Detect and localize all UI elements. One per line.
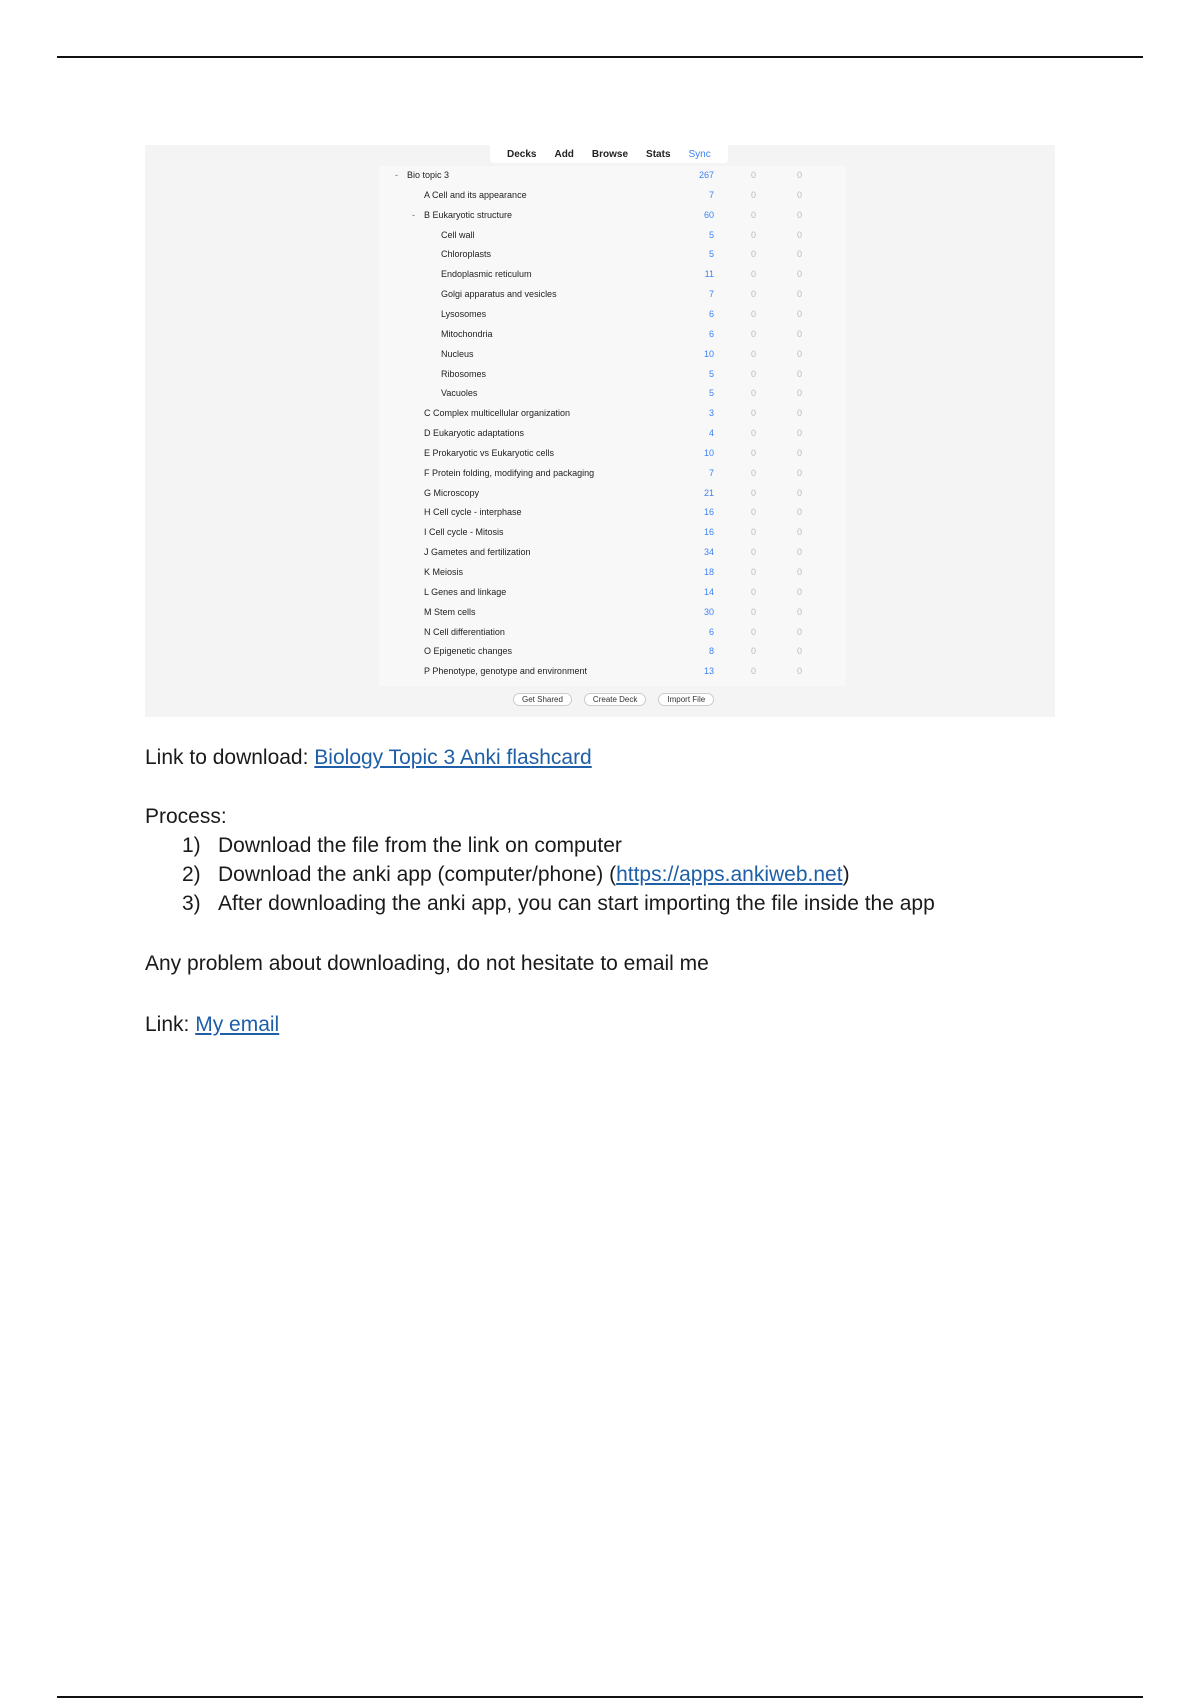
deck-row[interactable] xyxy=(379,305,846,325)
deck-due-count: 0 xyxy=(797,646,803,657)
deck-new-count: 5 xyxy=(708,368,714,379)
deck-due-count: 0 xyxy=(797,467,803,478)
deck-name: N Cell differentiation xyxy=(424,626,505,637)
deck-name: H Cell cycle - interphase xyxy=(424,507,522,518)
step-text-after: ) xyxy=(842,863,850,886)
deck-row[interactable] xyxy=(379,325,846,345)
step-number: 2) xyxy=(182,863,201,886)
deck-new-count: 21 xyxy=(703,487,714,498)
step-text: Download the file from the link on computer xyxy=(218,834,622,857)
deck-learn-count: 0 xyxy=(751,447,757,458)
deck-new-count: 18 xyxy=(703,567,714,577)
email-line xyxy=(145,1013,279,1037)
deck-new-count: 11 xyxy=(704,269,714,280)
get-shared-button: Get Shared xyxy=(513,693,572,706)
anki-bottom-buttons xyxy=(513,693,714,706)
deck-row[interactable] xyxy=(379,583,846,603)
deck-name: Nucleus xyxy=(441,348,474,359)
deck-new-count: 14 xyxy=(703,586,714,597)
deck-new-count: 6 xyxy=(708,308,714,319)
deck-due-count: 0 xyxy=(797,209,803,220)
deck-learn-count: 0 xyxy=(751,289,757,300)
deck-name: G Microscopy xyxy=(424,487,480,498)
deck-row[interactable] xyxy=(379,384,846,404)
deck-row[interactable] xyxy=(379,206,846,226)
deck-learn-count: 0 xyxy=(751,189,757,200)
deck-row[interactable] xyxy=(379,186,846,206)
problem-note: Any problem about downloading, do not hesitate to email me xyxy=(145,952,709,975)
deck-name: J Gametes and fertilization xyxy=(424,547,531,558)
deck-new-count: 10 xyxy=(703,348,714,359)
deck-name: B Eukaryotic structure xyxy=(424,209,513,220)
deck-new-count: 5 xyxy=(708,388,714,399)
deck-new-count: 10 xyxy=(703,447,714,458)
deck-learn-count: 0 xyxy=(751,507,757,518)
deck-name: Mitochondria xyxy=(441,328,493,339)
deck-new-count: 16 xyxy=(703,527,714,538)
deck-row[interactable] xyxy=(379,226,846,246)
deck-row[interactable] xyxy=(379,603,846,623)
deck-learn-count: 0 xyxy=(751,368,757,379)
deck-learn-count: 0 xyxy=(751,229,757,240)
deck-due-count: 0 xyxy=(797,547,803,558)
deck-name: E Prokaryotic vs Eukaryotic cells xyxy=(424,447,555,458)
deck-new-count: 3 xyxy=(708,408,714,419)
deck-due-count: 0 xyxy=(797,348,803,359)
anki-toolbar xyxy=(490,145,728,163)
deck-learn-count: 0 xyxy=(751,586,757,597)
deck-row[interactable] xyxy=(379,345,846,365)
deck-list xyxy=(379,166,846,686)
deck-row[interactable] xyxy=(379,543,846,563)
deck-due-count: 0 xyxy=(797,229,803,240)
deck-learn-count: 0 xyxy=(751,269,757,280)
deck-due-count: 0 xyxy=(797,269,803,280)
deck-due-count: 0 xyxy=(797,606,803,617)
deck-row[interactable] xyxy=(379,424,846,444)
deck-name: A Cell and its appearance xyxy=(424,189,527,200)
deck-row[interactable] xyxy=(379,265,846,285)
deck-name: I Cell cycle - Mitosis xyxy=(424,527,504,538)
import-file-button: Import File xyxy=(658,693,714,706)
collapse-toggle-icon[interactable]: - xyxy=(412,209,415,220)
step-text: After downloading the anki app, you can start importing the file inside the app xyxy=(218,892,935,915)
deck-row[interactable] xyxy=(379,484,846,504)
ankiweb-link[interactable]: https://apps.ankiweb.net xyxy=(616,863,843,886)
deck-row[interactable] xyxy=(379,444,846,464)
deck-row[interactable] xyxy=(379,464,846,484)
deck-name: M Stem cells xyxy=(424,606,476,617)
deck-name: Bio topic 3 xyxy=(407,170,450,180)
deck-learn-count: 0 xyxy=(751,170,757,180)
toolbar-add: Add xyxy=(554,148,574,160)
deck-name: F Protein folding, modifying and packaging xyxy=(424,467,595,478)
deck-row[interactable] xyxy=(379,365,846,385)
deck-learn-count: 0 xyxy=(751,527,757,538)
toolbar-browse: Browse xyxy=(591,148,629,160)
deck-due-count: 0 xyxy=(797,666,803,677)
deck-due-count: 0 xyxy=(797,170,803,180)
deck-learn-count: 0 xyxy=(751,249,757,260)
deck-learn-count: 0 xyxy=(751,388,757,399)
deck-new-count: 6 xyxy=(708,328,714,339)
download-label: Link to download: xyxy=(145,746,315,769)
create-deck-button: Create Deck xyxy=(584,693,646,706)
deck-row[interactable] xyxy=(379,166,846,186)
process-heading: Process: xyxy=(145,805,227,828)
deck-row[interactable] xyxy=(379,662,846,682)
deck-new-count: 7 xyxy=(708,289,714,300)
deck-new-count: 16 xyxy=(703,507,714,518)
deck-new-count: 7 xyxy=(708,467,714,478)
deck-name: Vacuoles xyxy=(441,388,478,399)
deck-learn-count: 0 xyxy=(751,606,757,617)
deck-name: O Epigenetic changes xyxy=(424,646,513,657)
deck-name: Ribosomes xyxy=(441,368,487,379)
deck-learn-count: 0 xyxy=(751,348,757,359)
deck-row[interactable] xyxy=(379,523,846,543)
deck-due-count: 0 xyxy=(797,249,803,260)
deck-due-count: 0 xyxy=(797,189,803,200)
deck-name: L Genes and linkage xyxy=(424,586,507,597)
deck-name: C Complex multicellular organization xyxy=(424,408,571,419)
deck-learn-count: 0 xyxy=(751,328,757,339)
deck-due-count: 0 xyxy=(797,487,803,498)
anki-screenshot xyxy=(145,145,1055,717)
toolbar-decks: Decks xyxy=(507,148,537,160)
deck-row[interactable] xyxy=(379,285,846,305)
deck-name: Cell wall xyxy=(441,229,475,240)
deck-new-count: 8 xyxy=(708,646,714,657)
deck-new-count: 5 xyxy=(708,249,714,260)
email-link[interactable]: My email xyxy=(195,1013,280,1036)
footer-rule xyxy=(57,1696,1143,1698)
deck-due-count: 0 xyxy=(797,428,803,439)
step-number: 3) xyxy=(182,892,201,915)
deck-due-count: 0 xyxy=(797,328,803,339)
deck-due-count: 0 xyxy=(797,388,803,399)
deck-learn-count: 0 xyxy=(751,408,757,419)
deck-new-count: 267 xyxy=(698,170,714,180)
deck-new-count: 60 xyxy=(703,209,714,220)
deck-new-count: 30 xyxy=(703,606,714,617)
deck-learn-count: 0 xyxy=(751,547,757,558)
deck-name: Chloroplasts xyxy=(441,249,492,260)
deck-new-count: 5 xyxy=(708,229,714,240)
step-number: 1) xyxy=(182,834,201,857)
deck-due-count: 0 xyxy=(797,308,803,319)
deck-learn-count: 0 xyxy=(751,308,757,319)
deck-name: P Phenotype, genotype and environment xyxy=(424,666,587,677)
deck-name: Golgi apparatus and vesicles xyxy=(441,289,557,300)
deck-learn-count: 0 xyxy=(751,626,757,637)
step-text xyxy=(218,863,850,887)
deck-row[interactable] xyxy=(379,404,846,424)
deck-due-count: 0 xyxy=(797,447,803,458)
deck-learn-count: 0 xyxy=(751,428,757,439)
download-link[interactable]: Biology Topic 3 Anki flashcard xyxy=(314,746,592,769)
deck-new-count: 4 xyxy=(708,428,714,439)
deck-due-count: 0 xyxy=(797,289,803,300)
header-rule xyxy=(57,56,1143,58)
deck-due-count: 0 xyxy=(797,567,803,577)
deck-due-count: 0 xyxy=(797,527,803,538)
deck-name: Endoplasmic reticulum xyxy=(441,269,532,280)
deck-new-count: 13 xyxy=(703,666,714,677)
deck-learn-count: 0 xyxy=(751,209,757,220)
deck-due-count: 0 xyxy=(797,507,803,518)
deck-due-count: 0 xyxy=(797,626,803,637)
deck-due-count: 0 xyxy=(797,408,803,419)
deck-row[interactable] xyxy=(379,623,846,643)
deck-learn-count: 0 xyxy=(751,487,757,498)
deck-row[interactable] xyxy=(379,563,846,583)
deck-learn-count: 0 xyxy=(751,646,757,657)
toolbar-stats: Stats xyxy=(646,148,671,160)
step-text-before: Download the anki app (computer/phone) ( xyxy=(218,863,617,886)
deck-row[interactable] xyxy=(379,245,846,265)
email-label: Link: xyxy=(145,1013,196,1036)
deck-due-count: 0 xyxy=(797,368,803,379)
deck-row[interactable] xyxy=(379,503,846,523)
download-line xyxy=(145,746,592,770)
deck-due-count: 0 xyxy=(797,586,803,597)
deck-new-count: 6 xyxy=(708,626,714,637)
toolbar-sync: Sync xyxy=(688,148,711,160)
deck-name: Lysosomes xyxy=(441,308,487,319)
deck-name: K Meiosis xyxy=(424,567,464,577)
deck-new-count: 7 xyxy=(708,189,714,200)
deck-learn-count: 0 xyxy=(751,666,757,677)
deck-learn-count: 0 xyxy=(751,467,757,478)
deck-name: D Eukaryotic adaptations xyxy=(424,428,525,439)
deck-learn-count: 0 xyxy=(751,567,757,577)
deck-row[interactable] xyxy=(379,642,846,662)
deck-new-count: 34 xyxy=(703,547,714,558)
collapse-toggle-icon[interactable]: - xyxy=(395,170,398,180)
